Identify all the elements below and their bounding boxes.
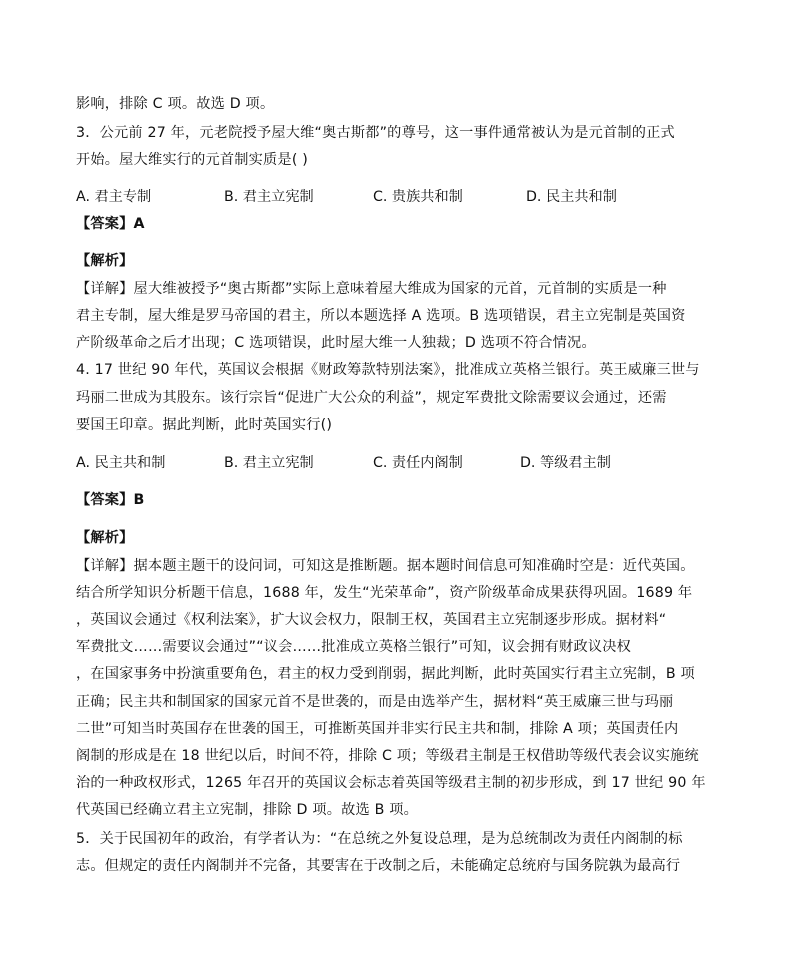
question-4-detail-line-9: 治的一种政权形式，1265 年召开的英国议会标志着英国等级君主制的初步形成，到 17 世纪 90 年: [76, 775, 706, 791]
question-4-detail-line-3: ，英国议会通过《权利法案》，扩大议会权力，限制王权，英国君主立宪制逐步形成。据材料“: [76, 612, 667, 628]
question-4-detail-line-6: 正确；民主共和制国家的国家元首不是世袭的，而是由选举产生，据材料“英王威廉三世与玛丽: [76, 694, 674, 710]
question-3-stem-line-2: 开始。屋大维实行的元首制实质是( ): [76, 152, 308, 168]
question-3-detail-line-1: 【详解】屋大维被授予“奥古斯都”实际上意味着屋大维成为国家的元首，元首制的实质是一种: [76, 281, 667, 297]
question-3-answer: 【答案】A: [76, 216, 145, 232]
question-3-option-a: A. 君主专制: [76, 189, 152, 205]
question-4-option-b: B. 君主立宪制: [224, 455, 314, 471]
previous-answer-ending: 影响，排除 C 项。故选 D 项。: [76, 96, 275, 112]
question-4-stem-line-1: 4. 17 世纪 90 年代，英国议会根据《财政筹款特别法案》，批准成立英格兰银行。英王威廉三世与: [76, 362, 700, 378]
question-4-detail-line-10: 代英国已经确立君主立宪制，排除 D 项。故选 B 项。: [76, 802, 419, 818]
question-3-option-c: C. 贵族共和制: [373, 189, 463, 205]
question-4-detail-line-2: 结合所学知识分析题干信息，1688 年，发生“光荣革命”，资产阶级革命成果获得巩固。1689 年: [76, 585, 693, 601]
question-4-stem-line-3: 要国王印章。据此判断，此时英国实行(): [76, 417, 333, 433]
question-4-option-d: D. 等级君主制: [520, 455, 611, 471]
question-3-detail-line-2: 君主专制，屋大维是罗马帝国的君主，所以本题选择 A 选项。B 选项错误，君主立宪制是英国资: [76, 308, 686, 324]
question-4-stem-line-2: 玛丽二世成为其股东。该行宗旨“促进广大公众的利益”，规定军费批文除需要议会通过，还需: [76, 390, 667, 406]
question-4-detail-line-1: 【详解】据本题主题干的设问词，可知这是推断题。据本题时间信息可知准确时空是：近代英国。: [76, 558, 695, 574]
question-4-detail-line-7: 二世”可知当时英国存在世袭的国王，可推断英国并非实行民主共和制，排除 A 项；英国责任内: [76, 721, 679, 737]
question-3-option-b: B. 君主立宪制: [224, 189, 314, 205]
question-4-answer: 【答案】B: [76, 492, 145, 508]
question-4-analysis-heading: 【解析】: [76, 530, 134, 546]
question-4-detail-line-4: 军费批文……需要议会通过”“议会……批准成立英格兰银行”可知，议会拥有财政议决权: [76, 639, 631, 655]
question-5-stem-line-1: 5．关于民国初年的政治，有学者认为：“在总统之外复设总理，是为总统制改为责任内阁制的标: [76, 831, 683, 847]
question-3-stem-line-1: 3．公元前 27 年，元老院授予屋大维“奥古斯都”的尊号，这一事件通常被认为是元首制的正式: [76, 125, 675, 141]
question-4-detail-line-8: 阁制的形成是在 18 世纪以后，时间不符，排除 C 项；等级君主制是王权借助等级代表会议实施统: [76, 748, 699, 764]
question-4-detail-line-5: ，在国家事务中扮演重要角色，君主的权力受到削弱，据此判断，此时英国实行君主立宪制，B 项: [76, 666, 695, 682]
question-5-stem-line-2: 志。但规定的责任内阁制并不完备，其要害在于改制之后，未能确定总统府与国务院孰为最高行: [76, 858, 681, 874]
question-3-detail-line-3: 产阶级革命之后才出现；C 选项错误，此时屋大维一人独裁；D 选项不符合情况。: [76, 335, 596, 351]
question-4-option-a: A. 民主共和制: [76, 455, 166, 471]
question-4-option-c: C. 责任内阁制: [373, 455, 463, 471]
question-3-analysis-heading: 【解析】: [76, 253, 134, 269]
question-3-option-d: D. 民主共和制: [526, 189, 617, 205]
